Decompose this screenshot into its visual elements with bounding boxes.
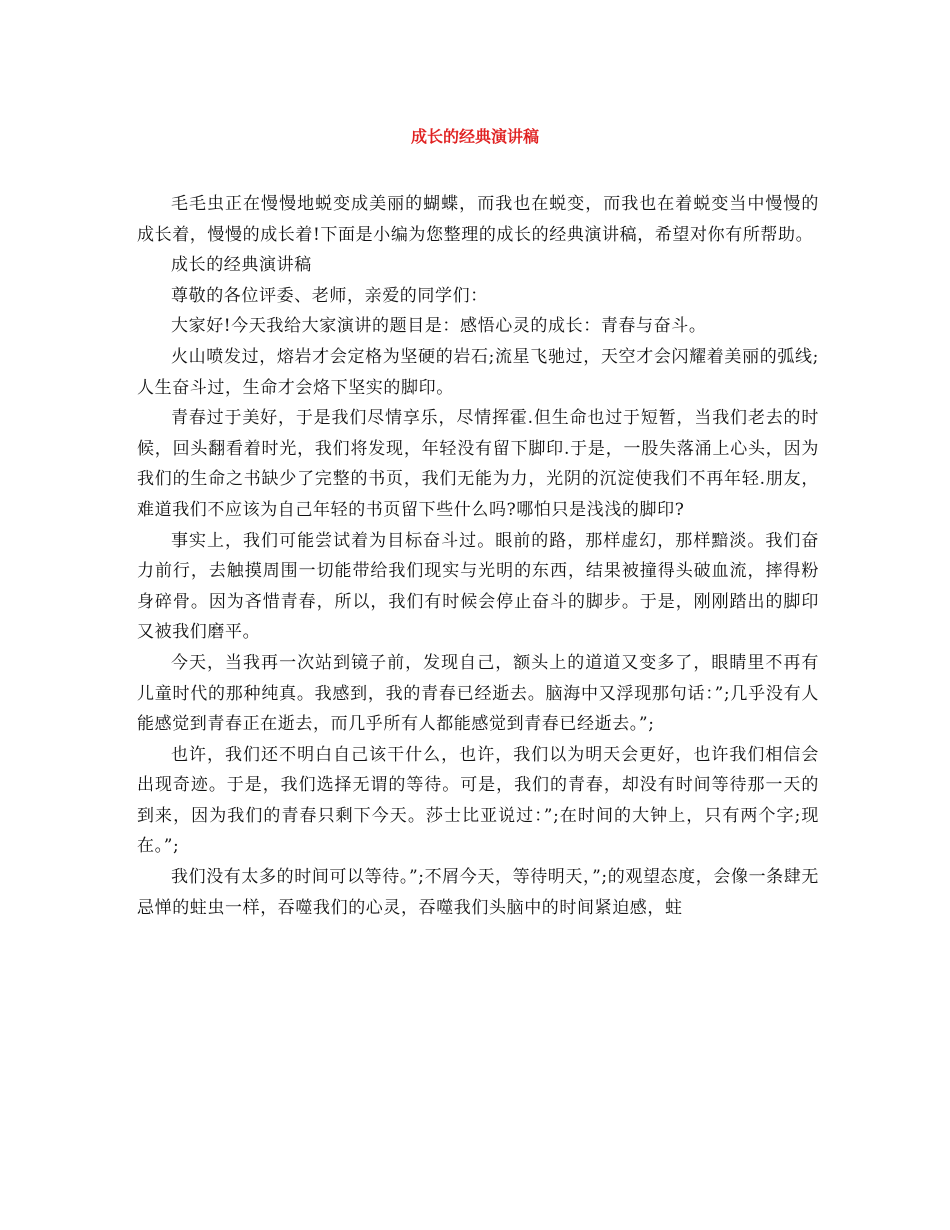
document-title: 成长的经典演讲稿 bbox=[410, 127, 539, 146]
paragraph: 尊敬的各位评委、老师，亲爱的同学们： bbox=[171, 285, 488, 306]
paragraph: 毛毛虫正在慢慢地蜕变成美丽的蝴蝶，而我也在蜕变，而我也在着蜕变当中慢慢的成长着，慢慢的成长着!下面是小编为您整理的成长的经典演讲稿，希望对你有所帮助。 bbox=[137, 194, 819, 245]
document-body bbox=[137, 189, 819, 923]
paragraph: 大家好!今天我给大家演讲的题目是：感悟心灵的成长：青春与奋斗。 bbox=[171, 316, 707, 337]
paragraph: 成长的经典演讲稿 bbox=[171, 255, 312, 276]
paragraph: 事实上，我们可能尝试着为目标奋斗过。眼前的路，那样虚幻，那样黯淡。我们奋力前行，去触摸周围一切能带给我们现实与光明的东西，结果被撞得头破血流，摔得粉身碎骨。因为吝惜青春，所以，我们有时候会停止奋斗的脚步。于是，刚刚踏出的脚印又被我们磨平。 bbox=[137, 530, 819, 643]
paragraph: 也许，我们还不明白自己该干什么，也许，我们以为明天会更好，也许我们相信会出现奇迹。于是，我们选择无谓的等待。可是，我们的青春，却没有时间等待那一天的到来，因为我们的青春只剩下今天。莎士比亚说过：”;在时间的大钟上，只有两个字;现在。”; bbox=[137, 744, 819, 857]
paragraph: 我们没有太多的时间可以等待。”;不屑今天，等待明天，”;的观望态度，会像一条肆无忌惮的蛀虫一样，吞噬我们的心灵，吞噬我们头脑中的时间紧迫感，蛀 bbox=[137, 867, 819, 918]
paragraph: 青春过于美好，于是我们尽情享乐，尽情挥霍.但生命也过于短暂，当我们老去的时候，回头翻看着时光，我们将发现，年轻没有留下脚印.于是，一股失落涌上心头，因为我们的生命之书缺少了完整的书页，我们无能为力，光阴的沉淀使我们不再年轻.朋友，难道我们不应该为自己年轻的书页留下些什么吗?哪怕只是浅浅的脚印? bbox=[137, 408, 819, 520]
paragraph: 火山喷发过，熔岩才会定格为坚硬的岩石;流星飞驰过，天空才会闪耀着美丽的弧线;人生奋斗过，生命才会烙下坚实的脚印。 bbox=[137, 346, 819, 398]
paragraph: 今天，当我再一次站到镜子前，发现自己，额头上的道道又变多了，眼睛里不再有儿童时代的那种纯真。我感到，我的青春已经逝去。脑海中又浮现那句话：”;几乎没有人能感觉到青春正在逝去，而几乎所有人都能感觉到青春已经逝去。”; bbox=[137, 652, 819, 735]
